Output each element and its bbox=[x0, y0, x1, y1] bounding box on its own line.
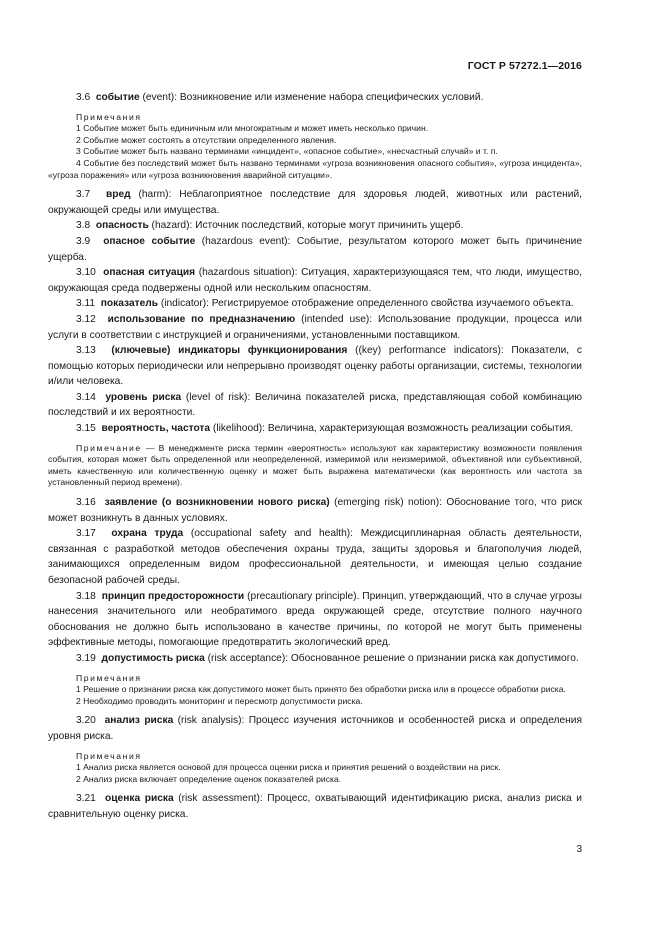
term-number: 3.16 bbox=[76, 497, 96, 509]
note-item: 1 Решение о признании риска как допустимого может быть принято без обработки риска или в процессе обработки риска. bbox=[76, 684, 566, 695]
term-3-18 bbox=[48, 589, 582, 651]
term-definition: (risk analysis): Процесс изучения источников и особенностей риска и определения уровня риска. bbox=[48, 715, 582, 742]
term-definition: (occupational safety and health): Междисциплинарная область деятельности, связанная с разработкой методов обеспечения охраны труда, защиты здоровья и благополучия людей, занимающихся определенным видом профессиональной деятельности, и имеющая целью создание безопасной рабочей среды. bbox=[48, 528, 583, 586]
term-definition: (hazardous situation): Ситуация, характеризующаяся тем, что люди, имущество, окружающая среда подвержены одной или нескольким опасностям. bbox=[48, 267, 582, 294]
term-definition: (hazard): Источник последствий, которые могут причинить ущерб. bbox=[148, 220, 464, 232]
note-3-15 bbox=[48, 443, 582, 489]
note-item: 2 Событие может состоять в отсутствии определенного явления. bbox=[76, 134, 337, 145]
term-title: допустимость риска bbox=[101, 652, 205, 664]
term-definition: (event): Возникновение или изменение набора специфических условий. bbox=[139, 92, 484, 103]
term-title: событие bbox=[95, 92, 140, 103]
term-number: 3.19 bbox=[76, 652, 96, 664]
term-number: 3.8 bbox=[76, 220, 91, 232]
term-definition: (likelihood): Величина, характеризующая возможность реализации события. bbox=[210, 423, 574, 435]
term-title: принцип предосторожности bbox=[101, 590, 245, 602]
term-3-17 bbox=[48, 526, 582, 588]
term-title: оценка риска bbox=[105, 793, 174, 805]
term-title: вероятность, частота bbox=[101, 423, 211, 435]
notes-heading: Примечания bbox=[76, 111, 142, 122]
note-item: 3 Событие может быть названо терминами «инцидент», «опасное событие», «несчастный случай» и т. п. bbox=[76, 146, 498, 157]
term-3-16 bbox=[48, 495, 582, 526]
term-definition: (indicator): Регистрируемое отображение определенного свойства изучаемого объекта. bbox=[158, 298, 574, 310]
term-3-12 bbox=[48, 312, 582, 343]
term-title: опасное событие bbox=[103, 235, 196, 247]
term-3-7 bbox=[48, 187, 582, 218]
term-number: 3.20 bbox=[76, 715, 96, 727]
term-title: заявление (о возникновении нового риска) bbox=[104, 497, 330, 509]
term-3-13 bbox=[48, 343, 582, 390]
term-definition: (risk acceptance): Обоснованное решение о признании риска как допустимого. bbox=[204, 652, 579, 664]
term-number: 3.14 bbox=[76, 391, 96, 403]
term-3-15 bbox=[48, 421, 582, 437]
note-label: Примечание bbox=[76, 442, 142, 453]
term-number: 3.13 bbox=[76, 345, 96, 357]
term-definition: (risk assessment): Процесс, охватывающий идентификацию риска, анализ риска и сравнительную оценку риска. bbox=[48, 793, 582, 820]
note-item: 4 Событие без последствий может быть названо терминами «угроза возникновения опасного события», «угроза инцидента», «угроза поражения» или «угроза возникновения аварийной ситуации». bbox=[48, 157, 582, 180]
term-title: (ключевые) индикаторы функционирования bbox=[111, 345, 348, 357]
page-number: 3 bbox=[576, 844, 582, 855]
note-item: 2 Анализ риска включает определение оценок показателей риска. bbox=[76, 773, 342, 784]
term-3-21 bbox=[48, 791, 582, 822]
term-3-8 bbox=[48, 218, 582, 234]
term-number: 3.17 bbox=[76, 528, 96, 540]
term-definition: (harm): Неблагоприятное последствие для здоровья людей, животных или растений, окружающей среды или имущества. bbox=[48, 189, 582, 216]
note-text: — В менеджменте риска термин «вероятность» используют как характеристику возможности появления события, которая может быть определенной или неопределенной, измеримой или неизмеримой, объективной или субъективной, иметь качественную или количественную оценку и может быть выражена математически (как вероятность или частота за установленный период времени). bbox=[48, 442, 582, 488]
term-number: 3.11 bbox=[76, 298, 96, 310]
document-body bbox=[48, 90, 582, 823]
term-title: охрана труда bbox=[111, 528, 184, 540]
term-title: вред bbox=[105, 189, 131, 201]
term-3-14 bbox=[48, 390, 582, 421]
term-number: 3.7 bbox=[76, 189, 91, 201]
term-number: 3.9 bbox=[76, 235, 91, 247]
term-3-9 bbox=[48, 234, 582, 265]
note-item: 1 Анализ риска является основой для процесса оценки риска и принятия решений о воздействии на риск. bbox=[76, 762, 501, 773]
term-title: анализ риска bbox=[104, 715, 174, 727]
term-title: уровень риска bbox=[105, 391, 182, 403]
term-title: показатель bbox=[100, 298, 158, 310]
term-number: 3.15 bbox=[76, 423, 96, 435]
term-definition: (precautionary principle). Принцип, утверждающий, что в случае угрозы нанесения значительного или необратимого вреда окружающей среде, отсутствие полного научного обоснования не должно быть использовано в качестве причины, по которой не могут быть применены эффективные методы, помогающие предотвратить экологический вред. bbox=[48, 590, 582, 649]
term-title: опасная ситуация bbox=[103, 267, 196, 279]
term-definition: (level of risk): Величина показателей риска, представляющая собой комбинацию последствий и их вероятности. bbox=[48, 391, 582, 419]
term-3-10 bbox=[48, 265, 582, 296]
term-definition: (intended use): Использование продукции, процесса или услуги в соответствии с инструкцией и ограничениями, установленными поставщиком. bbox=[48, 313, 582, 341]
term-number: 3.18 bbox=[76, 590, 96, 602]
term-number: 3.21 bbox=[76, 793, 96, 805]
note-item: 2 Необходимо проводить мониторинг и пересмотр допустимости риска. bbox=[76, 695, 363, 706]
term-number: 3.12 bbox=[76, 313, 96, 325]
term-title: опасность bbox=[95, 220, 149, 232]
notes-heading: Примечания bbox=[76, 750, 142, 761]
term-definition: (hazardous event): Событие, результатом которого может быть причинение ущерба. bbox=[48, 235, 582, 263]
term-title: использование по предназначению bbox=[107, 313, 296, 325]
term-definition: (emerging risk) notion): Обоснование того, что риск может возникнуть в данных условиях. bbox=[48, 497, 582, 524]
term-number: 3.10 bbox=[76, 267, 96, 279]
notes-heading: Примечания bbox=[76, 672, 142, 683]
term-number: 3.6 bbox=[76, 92, 91, 103]
term-3-6 bbox=[48, 90, 582, 106]
term-3-20 bbox=[48, 713, 582, 744]
term-3-11 bbox=[48, 296, 582, 312]
term-3-19 bbox=[48, 651, 582, 667]
document-header: ГОСТ Р 57272.1—2016 bbox=[467, 60, 582, 72]
note-item: 1 Событие может быть единичным или многократным и может иметь несколько причин. bbox=[76, 123, 429, 134]
term-definition: ((key) performance indicators): Показатели, с помощью которых периодически или непрерывно производят оценку работы организации, системы, технологии и/или человека. bbox=[48, 345, 582, 388]
